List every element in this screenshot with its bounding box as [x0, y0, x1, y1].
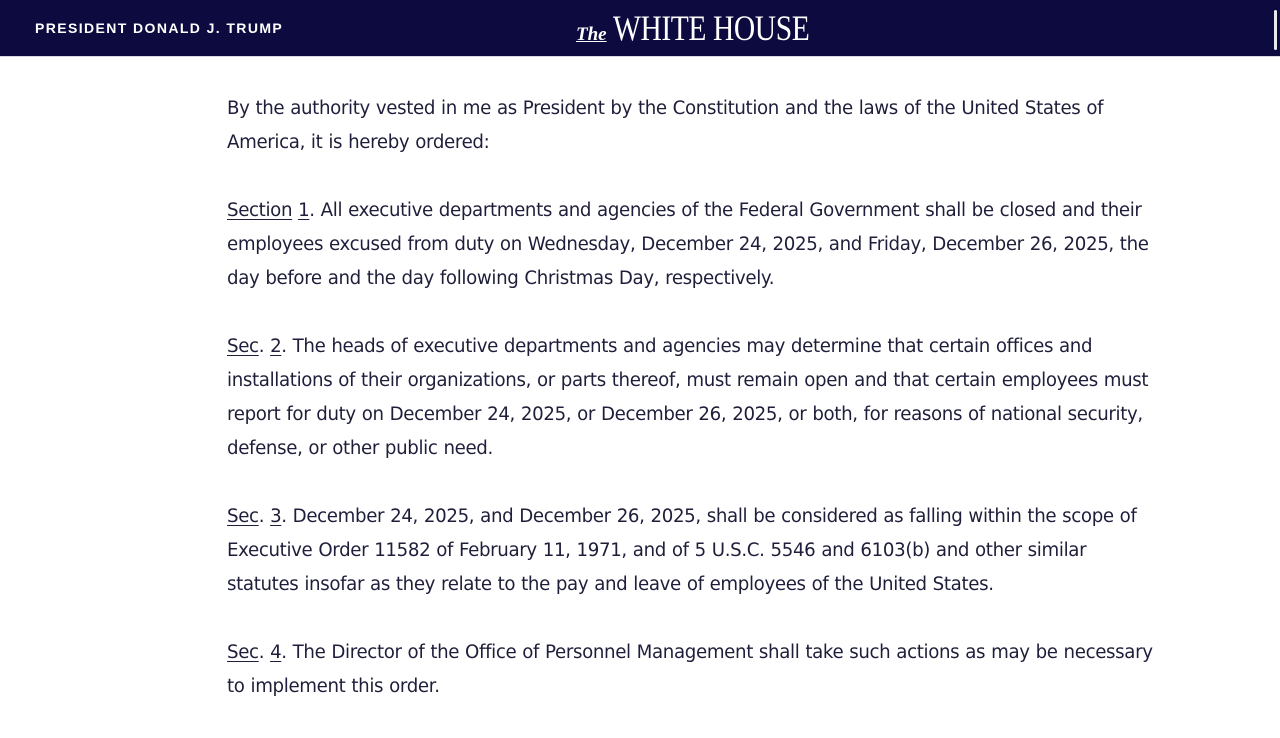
- section-2: [227, 330, 1162, 466]
- section-label-word: Section: [227, 200, 293, 221]
- scrollbar[interactable]: [1268, 0, 1280, 720]
- section-4: [227, 636, 1162, 704]
- section-label-sep: .: [258, 506, 271, 527]
- section-label-sep: .: [258, 336, 271, 357]
- section-number: 3: [270, 506, 282, 527]
- section-text: . December 24, 2025, and December 26, 2025, shall be considered as falling within the scope of Executive Order 11582 of February 11, 1971, and of 5 U.S.C. 5546 and 6103(b) and other similar statutes insofar as they relate to the pay and leave of employees of the United States.: [227, 506, 1137, 595]
- section-label-word: Sec: [227, 642, 259, 663]
- section-label-sep: .: [258, 642, 271, 663]
- section-text: . The Director of the Office of Personnel Management shall take such actions as may be necessary to implement this order.: [227, 642, 1153, 697]
- section-number: 4: [270, 642, 282, 663]
- white-house-logo[interactable]: [576, 8, 852, 48]
- preamble: By the authority vested in me as President by the Constitution and the laws of the United States of America, it is hereby ordered:: [227, 98, 1104, 153]
- logo-the: The: [576, 24, 607, 45]
- scrollbar-thumb[interactable]: [1274, 10, 1277, 50]
- logo-main: WHITE HOUSE: [612, 8, 809, 48]
- section-1: [227, 194, 1162, 296]
- section-text: . The heads of executive departments and agencies may determine that certain offices and installations of their organizations, or parts thereof, must remain open and that certain employees must report for duty on December 24, 2025, or December 26, 2025, or both, for reasons of national security, defense, or other public need.: [227, 336, 1149, 459]
- site-header: [0, 0, 1280, 57]
- section-number: 2: [270, 336, 282, 357]
- section-text: . All executive departments and agencies of the Federal Government shall be closed and their employees excused from duty on Wednesday, December 24, 2025, and Friday, December 26, 2025, the day before and the day following Christmas Day, respectively.: [227, 200, 1149, 289]
- section-label-word: Sec: [227, 336, 259, 357]
- president-link[interactable]: PRESIDENT DONALD J. TRUMP: [35, 20, 284, 36]
- section-label-word: Sec: [227, 506, 259, 527]
- section-3: [227, 500, 1162, 602]
- section-number: 1: [298, 200, 310, 221]
- executive-order-body: [227, 92, 1162, 738]
